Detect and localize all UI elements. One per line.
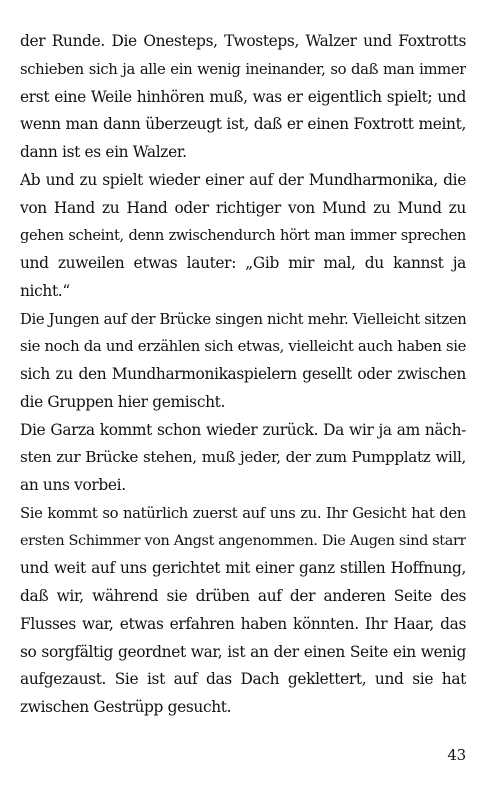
text-line: nicht.“ bbox=[20, 281, 70, 300]
text-line: sten zur Brücke stehen, muß jeder, der zum Pumpplatz will, bbox=[20, 448, 466, 467]
text-line: ersten Schimmer von Angst angenommen. Die Augen sind starr bbox=[20, 532, 466, 549]
text-line: von Hand zu Hand oder richtiger von Mund zu Mund zu bbox=[20, 198, 466, 217]
text-line: Flusses war, etwas erfahren haben könnten. Ihr Haar, das bbox=[20, 614, 466, 633]
text-line: Die Garza kommt schon wieder zurück. Da wir ja am näch- bbox=[20, 420, 466, 439]
text-line: Ab und zu spielt wieder einer auf der Mundharmonika, die bbox=[20, 170, 466, 189]
text-line: die Gruppen hier gemischt. bbox=[20, 392, 226, 411]
text-line: sie noch da und erzählen sich etwas, vielleicht auch haben sie bbox=[20, 338, 466, 356]
text-line: wenn man dann überzeugt ist, daß er einen Foxtrott meint, bbox=[20, 115, 466, 134]
text-line: an uns vorbei. bbox=[20, 476, 126, 494]
text-line: Die Jungen auf der Brücke singen nicht mehr. Vielleicht sitzen bbox=[20, 310, 466, 328]
text-line: und weit auf uns gerichtet mit einer ganz stillen Hoffnung, bbox=[20, 559, 466, 578]
text-line: so sorgfältig geordnet war, ist an der einen Seite ein wenig bbox=[20, 642, 466, 661]
text-line: sich zu den Mundharmonikaspielern gesellt oder zwischen bbox=[20, 365, 466, 383]
text-line: schieben sich ja alle ein wenig ineinander, so daß man immer bbox=[20, 60, 466, 78]
text-line: und zuweilen etwas lauter: „Gib mir mal, du kannst ja bbox=[20, 254, 466, 272]
text-line: gehen scheint, denn zwischendurch hört man immer sprechen bbox=[20, 227, 466, 245]
page-number: 43 bbox=[447, 746, 466, 764]
body-text bbox=[20, 28, 466, 722]
text-line: daß wir, während sie drüben auf der anderen Seite des bbox=[20, 587, 466, 605]
text-line: der Runde. Die Onesteps, Twosteps, Walzer und Foxtrotts bbox=[20, 32, 466, 50]
text-line: zwischen Gestrüpp gesucht. bbox=[20, 698, 232, 716]
text-line: erst eine Weile hinhören muß, was er eigentlich spielt; und bbox=[20, 87, 466, 106]
text-line: Sie kommt so natürlich zuerst auf uns zu. Ihr Gesicht hat den bbox=[20, 504, 466, 522]
text-line: dann ist es ein Walzer. bbox=[20, 143, 187, 161]
text-line: aufgezaust. Sie ist auf das Dach geklettert, und sie hat bbox=[20, 670, 466, 689]
